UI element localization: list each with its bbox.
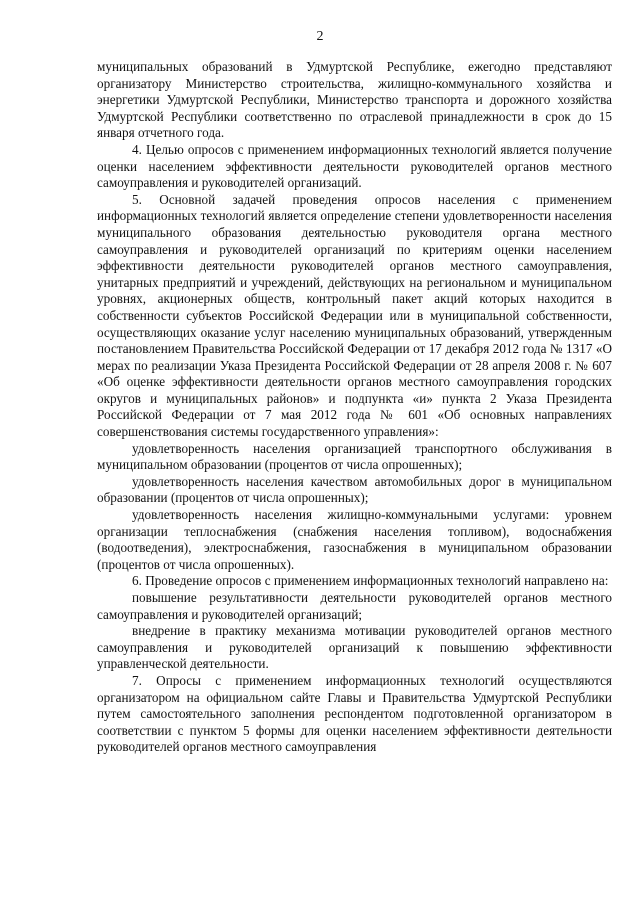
goal-motivation: внедрение в практику механизма мотивации руководителей органов местного самоуправления и руководителей организаций к повышению эффективности управленческой деятельности. <box>97 623 612 672</box>
criterion-roads: удовлетворенность населения качеством автомобильных дорог в муниципальном образовании (процентов от числа опрошенных); <box>97 473 612 506</box>
page-number: 2 <box>316 29 324 44</box>
criterion-transport: удовлетворенность населения организацией транспортного обслуживания в муниципальном образовании (процентов от числа опрошенных); <box>97 440 612 473</box>
paragraph-item-4: 4. Целью опросов с применением информационных технологий является получение оценки населением эффективности деятельности руководителей органов местного самоуправления и руководителей организаций. <box>97 141 612 191</box>
document-body <box>97 59 612 756</box>
criterion-utilities: удовлетворенность населения жилищно-коммунальными услугами: уровнем организации теплоснабжения (снабжения населения топливом), водоснабжения (водоотведения), электроснабжения, газоснабжения в муниципальном образовании (процентов от числа опрошенных). <box>97 507 612 572</box>
paragraph-item-7: 7. Опросы с применением информационных технологий осуществляются организатором на официальном сайте Главы и Правительства Удмуртской Республики путем самостоятельного заполнения респондентом подготовленной организатором в соответствии с пунктом 5 формы для оценки населением эффективности деятельности руководителей органов местного самоуправления <box>97 672 612 755</box>
goal-effectiveness: повышение результативности деятельности руководителей органов местного самоуправления и руководителей организаций; <box>97 590 612 622</box>
paragraph-continuation: муниципальных образований в Удмуртской Республике, ежегодно представляют организатору Министерство строительства, жилищно-коммунального хозяйства и энергетики Удмуртской Республики, Министерство транспорта и дорожного хозяйства Удмуртской Республики соответственно по отраслевой принадлежности в срок до 15 января отчетного года. <box>97 59 612 141</box>
paragraph-item-6: 6. Проведение опросов с применением информационных технологий направлено на: <box>132 573 609 589</box>
paragraph-item-5: 5. Основной задачей проведения опросов населения с применением информационных технологий является определение степени удовлетворенности населения муниципального образования деятельностью руководителя органа местного самоуправления и руководителей организаций по критериям оценки населением эффективности деятельности руководителей органов местного самоуправления, унитарных предприятий и учреждений, действующих на региональном и муниципальном уровнях, акционерных обществ, контрольный пакет акций которых находится в собственности субъектов Российской Федерации или в муниципальной собственности, осуществляющих оказание услуг населению муниципальных образований, утвержденным постановлением Правительства Российской Федерации от 17 декабря 2012 года № 1317 «О мерах по реализации Указа Президента Российской Федерации от 28 апреля 2008 г. № 607 «Об оценке эффективности деятельности органов местного самоуправления городских округов и муниципальных районов» и подпункта «и» пункта 2 Указа Президента Российской Федерации от 7 мая 2012 года № 601 «Об основных направлениях совершенствования системы государственного управления»: <box>97 191 612 440</box>
